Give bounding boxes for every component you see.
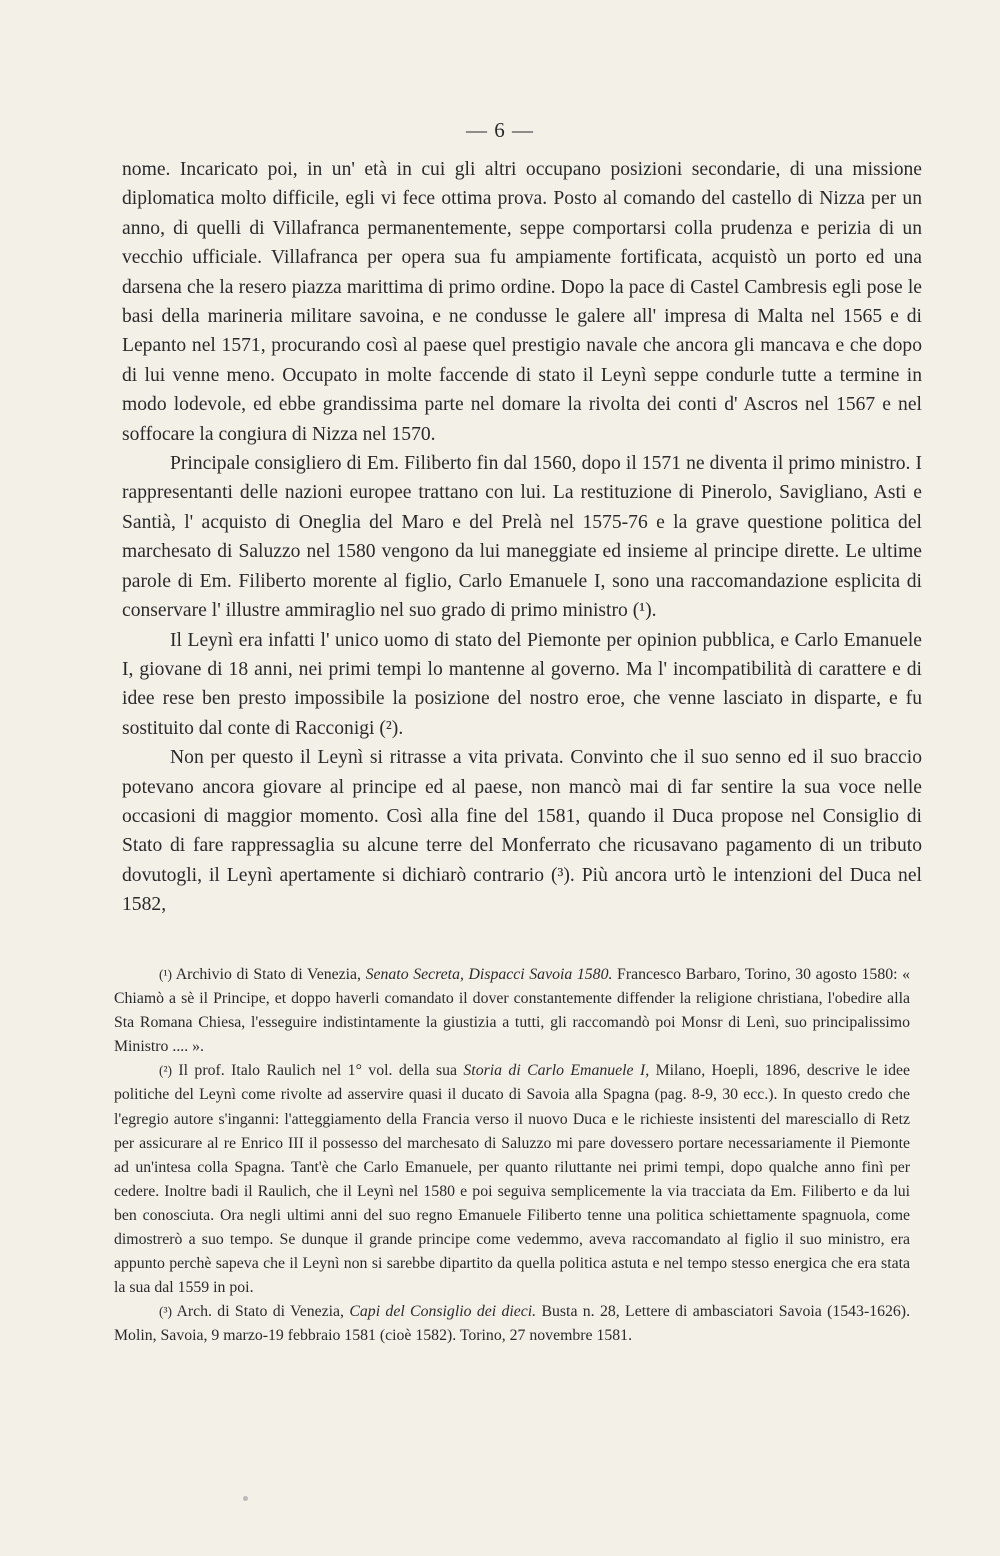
footnote-1-mark: (¹) xyxy=(159,967,172,982)
footnote-2 xyxy=(114,1059,910,1300)
footnote-1-text-cont: Francesco Barbaro, Torino, 30 agosto 1580: « Chiamò a sè il Principe, et doppo haverli comandato il dover constantemente diffender la religione christiana, l'obedire alla Sta Romana Chiesa, l'esseguire indistintamente la giustizia a tutti, gli raccomandò poi Monsr di Lenì, suo principalissimo Ministro .... ». xyxy=(114,966,911,1056)
footnote-1-source: Senato Secreta, Dispacci Savoia 1580. xyxy=(365,966,613,983)
footnote-3-text-cont: Busta n. 28, Lettere di ambasciatori Savoia (1543-1626). Molin, Savoia, 9 marzo-19 febbraio 1581 (cioè 1582). Torino, 27 novembre 1581. xyxy=(114,1303,911,1345)
paragraph-3 xyxy=(122,626,922,744)
paragraph-3-text: Il Leynì era infatti l' unico uomo di stato del Piemonte per opinion pubblica, e Carlo Emanuele I, giovane di 18 anni, nei primi tempi lo mantenne al governo. Ma l' incompatibilità di carattere e di idee rese ben presto impossibile la posizione del nostro eroe, che venne lasciato in disparte, e fu sostituito dal conte di Racconigi xyxy=(122,629,922,739)
footnotes xyxy=(114,963,910,1349)
footnote-3-mark: (³) xyxy=(159,1304,172,1320)
footnote-3-text: Arch. di Stato di Venezia, xyxy=(176,1303,345,1321)
footnote-ref-2: (²). xyxy=(379,717,404,739)
paper-speck xyxy=(243,1496,248,1501)
footnote-ref-1: (¹). xyxy=(632,600,657,622)
paragraph-2-text: Principale consigliero di Em. Filiberto fin dal 1560, dopo il 1571 ne diventa il primo ministro. I rappresentanti delle nazioni europee trattano con lui. La restituzione di Pinerolo, Savigliano, Asti e Santià, l' acquisto di Oneglia del Maro e del Prelà nel 1575-76 e la grave questione politica del marchesato di Saluzzo nel 1580 vengono da lui maneggiate ed insieme al principe dirette. Le ultime parole di Em. Filiberto morente al figlio, Carlo Emanuele I, sono una raccomandazione esplicita di conservare l' illustre ammiraglio nel suo grado di primo ministro xyxy=(122,453,922,622)
footnote-1 xyxy=(114,963,910,1059)
paragraph-4 xyxy=(122,743,922,919)
footnote-2-mark: (²) xyxy=(159,1063,172,1079)
paragraph-1 xyxy=(122,155,922,449)
main-text xyxy=(122,155,922,920)
paragraph-4-text-end: Più ancora urtò le intenzioni del Duca nel 1582, xyxy=(122,864,922,916)
page-number: — 6 — xyxy=(466,118,534,142)
footnote-2-source: Storia di Carlo Emanuele I, xyxy=(463,1062,650,1080)
footnote-3-source: Capi del Consiglio dei dieci. xyxy=(349,1303,537,1321)
footnote-1-text: Archivio di Stato di Venezia, xyxy=(175,966,361,983)
paragraph-1-text: nome. Incaricato poi, in un' età in cui gli altri occupano posizioni secondarie, di una missione diplomatica molto difficile, egli vi fece ottima prova. Posto al comando del castello di Nizza per un anno, di quelli di Villafranca permanentemente, seppe comportarsi colla prudenza e perizia di un vecchio ufficiale. Villafranca per opera sua fu ampiamente fortificata, acquistò un porto ed una darsena che la resero piazza marittima di primo ordine. Dopo la pace di Castel Cambresis egli pose le basi della marineria militare savoina, e ne condusse le galere all' impresa di Malta nel 1565 e di Lepanto nel 1571, procurando così al paese quel prestigio navale che ancora gli mancava e che dopo di lui venne meno. Occupato in molte faccende di stato il Leynì seppe condurle tutte a termine in modo lodevole, ed ebbe grandissima parte nel domare la rivolta dei conti d' Ascros nel 1567 e nel soffocare la congiura di Nizza nel 1570. xyxy=(122,159,922,445)
footnote-3 xyxy=(114,1300,910,1348)
paragraph-4-text: Non per questo il Leynì si ritrasse a vita privata. Convinto che il suo senno ed il suo braccio potevano ancora giovare al principe ed al paese, non mancò mai di far sentire la sua voce nelle occasioni di maggior momento. Così alla fine del 1581, quando il Duca propose nel Consiglio di Stato di fare rappressaglia su alcune terre del Monferrato che ricusavano pagamento di un tributo dovutogli, il Leynì apertamente si dichiarò contrario xyxy=(122,747,922,886)
footnote-2-text: Il prof. Italo Raulich nel 1° vol. della sua xyxy=(178,1062,457,1080)
footnote-2-text-cont: Milano, Hoepli, 1896, descrive le idee politiche del Leynì come rivolte ad asservire quasi il ducato di Savoia alla Spagna (pag. 8-9, 30 ecc.). In questo credo che l'egregio autore s'inganni: l'atteggiamento della Francia verso il nuovo Duca e le richieste insistenti del maresciallo di Retz per assicurare al re Enrico III il possesso del marchesato di Saluzzo mi pare dovessero portare necessariamente il Piemonte ad un'intesa colla Spagna. Tant'è che Carlo Emanuele, per quanto riluttante nei primi tempi, dopo qualche anno finì per cedere. Inoltre badi il Raulich, che il Leynì nel 1580 e poi seguiva semplicemente la via tracciata da Em. Filiberto e da lui ben conosciuta. Ora negli ultimi anni del suo regno Emanuele Filiberto tenne una politica schiettamente spagnuola, come dimostrerò a suo tempo. Se dunque il grande principe come vedemmo, aveva raccomandato al figlio il suo ministro, era appunto perchè sapeva che il Leynì non si sarebbe dipartito da quella politica astuta e nel tempo stesso energica che era stata la sua dal 1559 in poi. xyxy=(114,1062,910,1297)
footnote-ref-3: (³). xyxy=(550,864,575,886)
paragraph-2 xyxy=(122,449,922,625)
